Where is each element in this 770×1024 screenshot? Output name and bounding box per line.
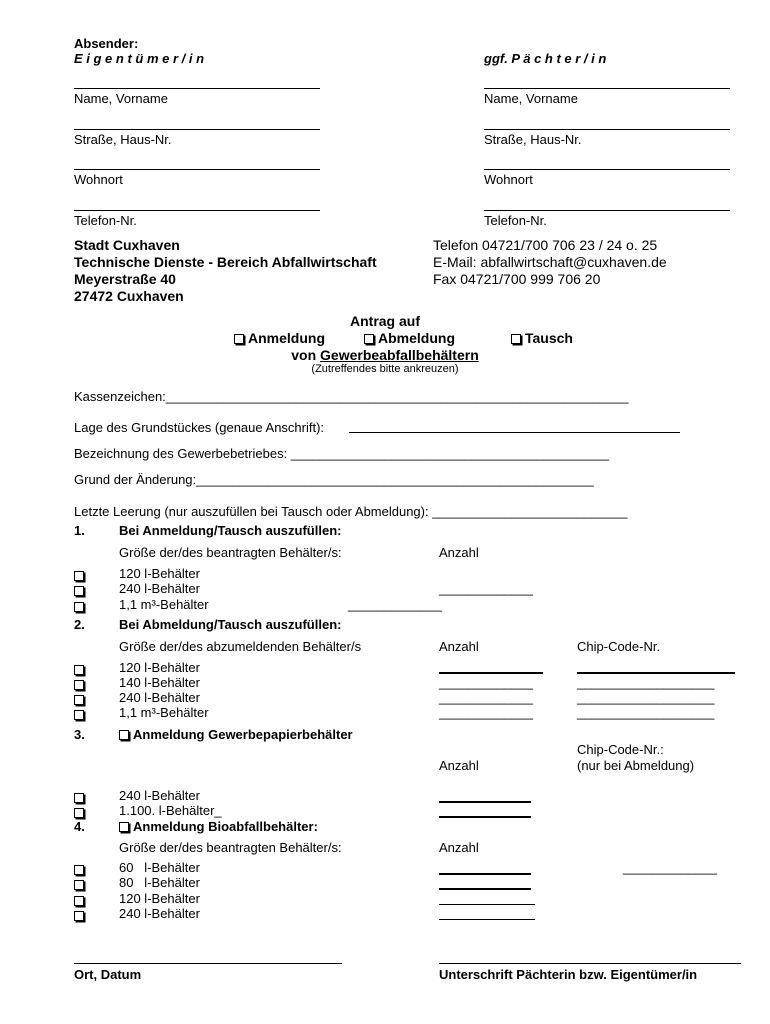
section4-number: 4.	[74, 819, 85, 834]
owner-city-line[interactable]	[74, 169, 320, 170]
section4-extra-blank[interactable]: _____________	[623, 860, 717, 875]
checkbox-icon[interactable]	[74, 665, 84, 675]
checkbox-icon[interactable]	[119, 822, 129, 832]
section4-checkbox-240[interactable]	[74, 907, 88, 925]
section3-chip-hint: (nur bei Abmeldung)	[577, 758, 695, 773]
section1-item-1100: 1,1 m³-Behälter	[119, 597, 209, 612]
tenant-name-line[interactable]	[484, 88, 730, 89]
recipient-line2: Technische Dienste - Bereich Abfallwirtschaft	[74, 254, 377, 270]
checkbox-icon[interactable]	[74, 586, 84, 596]
place-date-line[interactable]	[74, 963, 342, 964]
kassenzeichen-field[interactable]: Kassenzeichen:________________________________________________________________	[74, 389, 629, 404]
recipient-line3: Meyerstraße 40	[74, 271, 176, 287]
section1-checkbox-1100[interactable]	[74, 598, 88, 616]
section2-chip-blank-240[interactable]: ___________________	[577, 690, 715, 705]
section2-count-blank-140[interactable]: _____________	[439, 675, 533, 690]
checkbox-icon[interactable]	[364, 334, 374, 344]
owner-name-label: Name, Vorname	[74, 91, 168, 106]
section2-chip-blank-1100[interactable]: ___________________	[577, 705, 715, 720]
section1-size-label: Größe der/des beantragten Behälter/s:	[119, 545, 342, 560]
section3-count-line-1100[interactable]	[439, 816, 531, 818]
bezeichnung-field[interactable]: Bezeichnung des Gewerbebetriebes: ____________________________________________	[74, 446, 609, 461]
checkbox-icon[interactable]	[74, 571, 84, 581]
tenant-phone-line[interactable]	[484, 210, 730, 211]
owner-name-line[interactable]	[74, 88, 320, 89]
checkbox-icon[interactable]	[511, 334, 521, 344]
section2-item-1100: 1,1 m³-Behälter	[119, 705, 209, 720]
checkbox-icon[interactable]	[74, 896, 84, 906]
section4-size-label: Größe der/des beantragten Behälter/s:	[119, 840, 342, 855]
section4-item-120: 120 l-Behälter	[119, 891, 200, 906]
section2-chip-blank-140[interactable]: ___________________	[577, 675, 715, 690]
section4-count-label: Anzahl	[439, 840, 479, 855]
section2-title: Bei Abmeldung/Tausch auszufüllen:	[119, 617, 342, 632]
section4-count-line-60[interactable]	[439, 873, 531, 875]
contact-email: E-Mail: abfallwirtschaft@cuxhaven.de	[433, 254, 667, 270]
owner-city-label: Wohnort	[74, 172, 123, 187]
form-subtitle: von Gewerbeabfallbehältern	[291, 347, 479, 363]
letzte-leerung-field[interactable]: Letzte Leerung (nur auszufüllen bei Tausch oder Abmeldung): ___________________________	[74, 504, 628, 519]
contact-fax: Fax 04721/700 999 706 20	[433, 271, 601, 287]
checkbox-icon[interactable]	[234, 334, 244, 344]
recipient-line4: 27472 Cuxhaven	[74, 288, 184, 304]
lage-label: Lage des Grundstückes (genaue Anschrift):	[74, 420, 325, 435]
tenant-name-label: Name, Vorname	[484, 91, 578, 106]
tenant-phone-label: Telefon-Nr.	[484, 213, 547, 228]
section3-count-line-240[interactable]	[439, 801, 531, 803]
checkbox-icon[interactable]	[74, 680, 84, 690]
section1-number: 1.	[74, 523, 85, 538]
section4-item-240: 240 l-Behälter	[119, 906, 200, 921]
section2-size-label: Größe der/des abzumeldenden Behälter/s	[119, 639, 362, 654]
section1-title: Bei Anmeldung/Tausch auszufüllen:	[119, 523, 342, 538]
sender-label: Absender:	[74, 36, 139, 51]
option-exchange[interactable]: Tausch	[511, 330, 573, 346]
section3-chip-label: Chip-Code-Nr.:	[577, 742, 664, 757]
section4-count-line-120[interactable]	[439, 904, 535, 905]
tenant-street-label: Straße, Haus-Nr.	[484, 132, 582, 147]
section2-checkbox-1100[interactable]	[74, 706, 88, 724]
section2-chip-label: Chip-Code-Nr.	[577, 639, 661, 654]
section2-count-blank-1100[interactable]: _____________	[439, 705, 533, 720]
checkbox-icon[interactable]	[119, 730, 129, 740]
owner-label: E i g e n t ü m e r / i n	[74, 51, 205, 66]
checkbox-icon[interactable]	[74, 865, 84, 875]
section2-item-140: 140 l-Behälter	[119, 675, 200, 690]
form-hint: (Zutreffendes bitte ankreuzen)	[311, 363, 459, 375]
section2-count-blank-240[interactable]: _____________	[439, 690, 533, 705]
place-date-label: Ort, Datum	[74, 967, 142, 982]
signature-line[interactable]	[439, 963, 741, 964]
section4-item-80: 80 l-Behälter	[119, 875, 200, 890]
section3-item-240: 240 l-Behälter	[119, 788, 200, 803]
tenant-street-line[interactable]	[484, 129, 730, 130]
section2-item-120: 120 l-Behälter	[119, 660, 200, 675]
tenant-city-label: Wohnort	[484, 172, 533, 187]
option-register[interactable]: Anmeldung	[234, 330, 325, 346]
contact-phone: Telefon 04721/700 706 23 / 24 o. 25	[433, 237, 658, 253]
owner-phone-line[interactable]	[74, 210, 320, 211]
section4-item-60: 60 l-Behälter	[119, 860, 200, 875]
section4-title[interactable]: Anmeldung Bioabfallbehälter:	[119, 819, 318, 834]
section1-count-blank-2[interactable]: _____________	[348, 597, 442, 612]
section1-item-240: 240 l-Behälter	[119, 581, 200, 596]
section4-count-line-80[interactable]	[439, 888, 531, 890]
owner-street-label: Straße, Haus-Nr.	[74, 132, 172, 147]
checkbox-icon[interactable]	[74, 793, 84, 803]
checkbox-icon[interactable]	[74, 808, 84, 818]
section3-title[interactable]: Anmeldung Gewerbepapierbehälter	[119, 727, 353, 742]
tenant-city-line[interactable]	[484, 169, 730, 170]
section1-count-label: Anzahl	[439, 545, 479, 560]
checkbox-icon[interactable]	[74, 880, 84, 890]
checkbox-icon[interactable]	[74, 602, 84, 612]
section4-count-line-240[interactable]	[439, 919, 535, 920]
lage-line[interactable]	[349, 432, 680, 433]
section3-count-label: Anzahl	[439, 758, 479, 773]
section2-count-line-120[interactable]	[439, 672, 543, 674]
form-title: Antrag auf	[350, 313, 420, 329]
checkbox-icon[interactable]	[74, 911, 84, 921]
section2-number: 2.	[74, 617, 85, 632]
checkbox-icon[interactable]	[74, 710, 84, 720]
owner-street-line[interactable]	[74, 129, 320, 130]
checkbox-icon[interactable]	[74, 695, 84, 705]
section1-item-120: 120 l-Behälter	[119, 566, 200, 581]
section2-item-240: 240 l-Behälter	[119, 690, 200, 705]
recipient-line1: Stadt Cuxhaven	[74, 237, 180, 253]
section3-number: 3.	[74, 727, 85, 742]
section2-chip-line-120[interactable]	[577, 672, 735, 674]
section3-item-1100: 1.100. l-Behälter_	[119, 803, 222, 818]
grund-field[interactable]: Grund der Änderung:_______________________________________________________	[74, 472, 594, 487]
owner-phone-label: Telefon-Nr.	[74, 213, 137, 228]
tenant-label: ggf. P ä c h t e r / i n	[484, 51, 607, 66]
section2-count-label: Anzahl	[439, 639, 479, 654]
section1-count-blank[interactable]: _____________	[439, 581, 533, 596]
option-deregister[interactable]: Abmeldung	[364, 330, 455, 346]
signature-label: Unterschrift Pächterin bzw. Eigentümer/in	[439, 967, 698, 982]
